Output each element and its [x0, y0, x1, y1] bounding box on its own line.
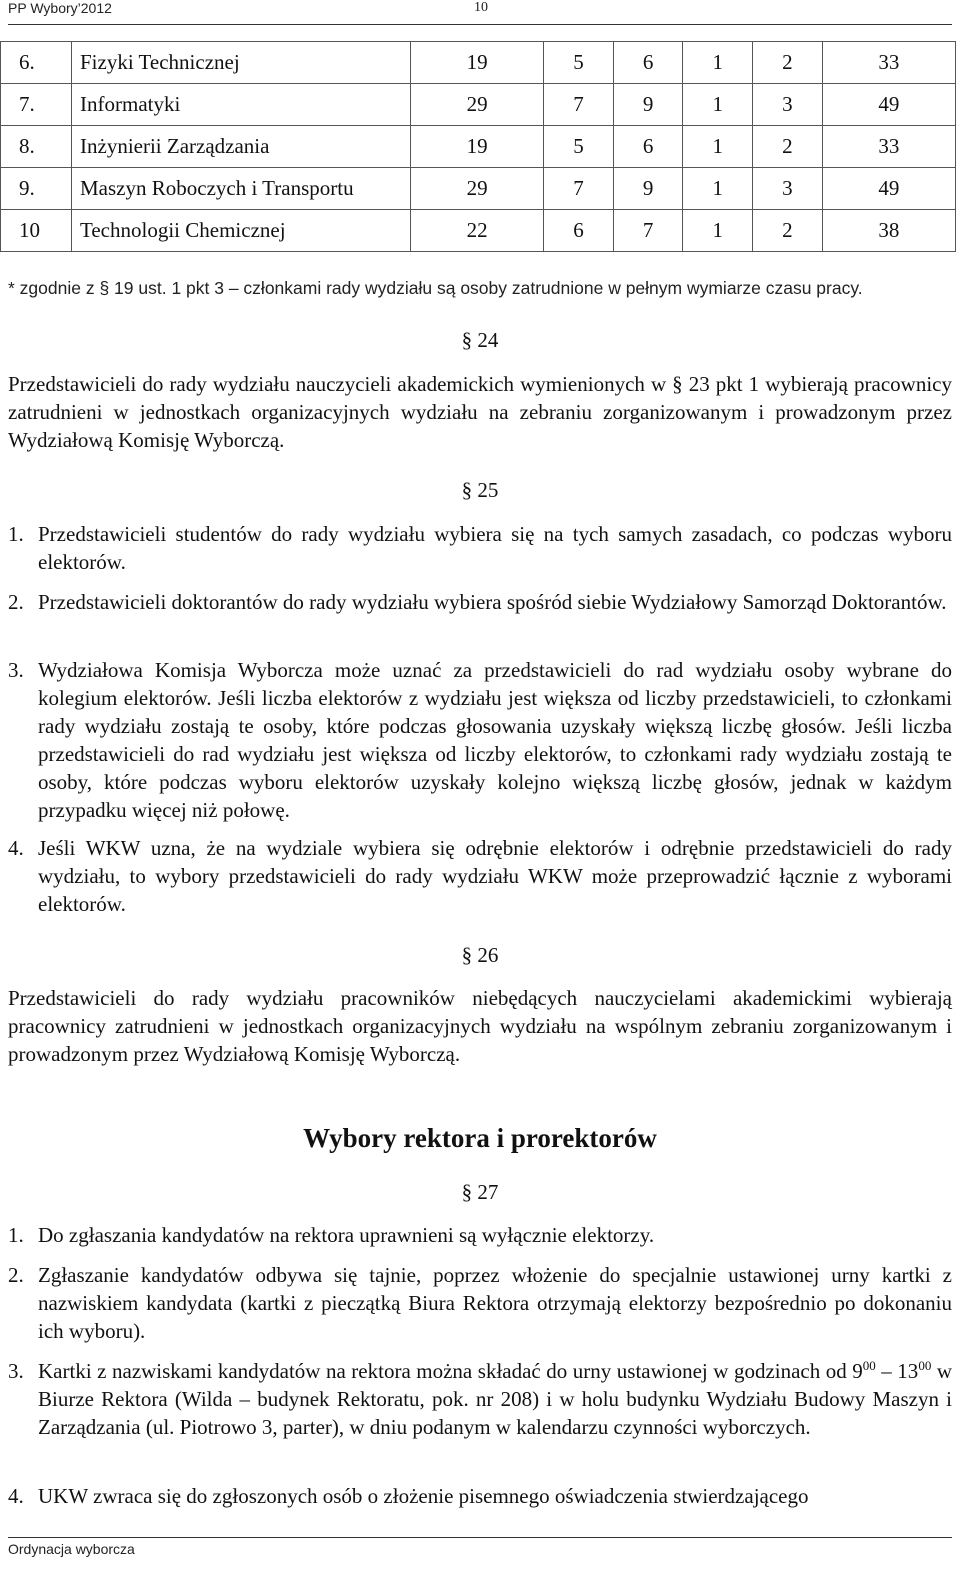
value-cell: 9 — [613, 84, 683, 126]
value-cell: 19 — [411, 126, 544, 168]
row-number-cell: 9. — [1, 168, 72, 210]
row-number-cell: 7. — [1, 84, 72, 126]
item-text: Zgłaszanie kandydatów odbywa się tajnie, poprzez włożenie do specjalnie ustawionej urny kartki z nazwiskiem kandydata (kartki z pieczątką Biura Rektora otrzymają elektorzy bezpośrednio po dokonaniu ich wyboru). — [38, 1263, 952, 1343]
section-27-heading: § 27 — [461, 1180, 499, 1204]
row-number-cell: 8. — [1, 126, 72, 168]
value-cell: 3 — [753, 168, 823, 210]
value-cell: 3 — [753, 84, 823, 126]
value-cell: 1 — [683, 126, 753, 168]
item-text: UKW zwraca się do zgłoszonych osób o złożenie pisemnego oświadczenia stwierdzającego — [38, 1484, 809, 1508]
section-27-item-3 — [8, 1357, 952, 1441]
section-27-item-1 — [8, 1221, 952, 1249]
section-24-heading: § 24 — [461, 328, 499, 352]
table-row — [1, 42, 956, 84]
item-text: Wydziałowa Komisja Wyborcza może uznać za przedstawicieli do rad wydziału osoby wybrane do kolegium elektorów. Jeśli liczba elektorów z wydziału jest większa od liczby przedstawicieli, to członkami rady wydziału zostają te osoby, które podczas głosowania uzyskały większą liczbę głosów. Jeśli liczba przedstawicieli do rad wydziału jest większa od liczby elektorów, to członkami rady wydziału zostają te osoby, które podczas wyboru elektorów uzyskały kolejno większą liczbę głosów, jednak w każdym przypadku więcej niż połowę. — [38, 658, 952, 822]
value-cell: 1 — [683, 42, 753, 84]
item-number: 1. — [8, 1223, 24, 1247]
item-number: 3. — [8, 1359, 24, 1383]
text-part: – 13 — [875, 1359, 919, 1383]
value-cell: 1 — [683, 84, 753, 126]
section-26-heading: § 26 — [461, 943, 499, 967]
value-cell: 9 — [613, 168, 683, 210]
faculty-name-cell: Maszyn Roboczych i Transportu — [72, 168, 411, 210]
faculty-name-cell: Fizyki Technicznej — [72, 42, 411, 84]
text-part: Kartki z nazwiskami kandydatów na rektora można składać do urny ustawionej w godzinach od 9 — [38, 1359, 863, 1383]
section-25-item-3 — [8, 656, 952, 824]
footer-divider — [8, 1537, 952, 1538]
value-cell: 1 — [683, 168, 753, 210]
item-number: 1. — [8, 522, 24, 546]
value-cell: 2 — [753, 42, 823, 84]
value-cell: 1 — [683, 210, 753, 252]
value-cell: 29 — [411, 168, 544, 210]
table-row — [1, 84, 956, 126]
value-cell: 7 — [544, 168, 614, 210]
value-cell: 5 — [544, 42, 614, 84]
item-number: 2. — [8, 1263, 24, 1287]
row-number-cell: 10 — [1, 210, 72, 252]
value-cell: 6 — [613, 42, 683, 84]
value-cell: 29 — [411, 84, 544, 126]
faculty-name-cell: Inżynierii Zarządzania — [72, 126, 411, 168]
page-footer: Ordynacja wyborcza — [8, 1541, 135, 1557]
value-cell: 49 — [822, 168, 955, 210]
section-27-item-2 — [8, 1261, 952, 1345]
section-25-item-2 — [8, 588, 952, 616]
item-number: 3. — [8, 658, 24, 682]
value-cell: 38 — [822, 210, 955, 252]
table-row — [1, 126, 956, 168]
row-number-cell: 6. — [1, 42, 72, 84]
value-cell: 33 — [822, 126, 955, 168]
section-25-item-1 — [8, 520, 952, 576]
item-number: 4. — [8, 1484, 24, 1508]
text-part: w Biurze Rektora (Wilda – budynek Rektoratu, pok. nr 208) i w holu budynku Wydziału Budowy Maszyn i Zarządzania (ul. Piotrowo 3, parter), w dniu podanym w kalendarzu czynności wyborczych. — [38, 1359, 952, 1439]
chapter-title: Wybory rektora i prorektorów — [303, 1123, 657, 1153]
value-cell: 7 — [544, 84, 614, 126]
page-header — [8, 0, 488, 16]
item-number: 4. — [8, 836, 24, 860]
header-divider — [8, 24, 952, 25]
faculty-name-cell: Technologii Chemicznej — [72, 210, 411, 252]
value-cell: 2 — [753, 210, 823, 252]
time-superscript: 00 — [918, 1358, 932, 1373]
value-cell: 22 — [411, 210, 544, 252]
table-row — [1, 210, 956, 252]
section-26-text: Przedstawicieli do rady wydziału pracowników niebędących nauczycielami akademickimi wybierają pracownicy zatrudnieni w jednostkach organizacyjnych wydziału na wspólnym zebraniu zorganizowanym i prowadzonym przez Wydziałową Komisję Wyborczą. — [8, 986, 952, 1066]
value-cell: 19 — [411, 42, 544, 84]
header-title: PP Wybory’2012 — [8, 0, 112, 16]
value-cell: 5 — [544, 126, 614, 168]
item-text — [38, 1357, 952, 1441]
item-text: Jeśli WKW uzna, że na wydziale wybiera się odrębnie elektorów i odrębnie przedstawicieli do rady wydziału, to wybory przedstawicieli do rady wydziału WKW może przeprowadzić łącznie z wyborami elektorów. — [38, 836, 952, 916]
time-superscript: 00 — [862, 1358, 876, 1373]
item-text: Przedstawicieli doktorantów do rady wydziału wybiera spośród siebie Wydziałowy Samorząd Doktorantów. — [38, 590, 947, 614]
item-number: 2. — [8, 590, 24, 614]
value-cell: 6 — [613, 126, 683, 168]
section-25-heading: § 25 — [461, 478, 499, 502]
section-27-item-4 — [8, 1482, 952, 1510]
table-row — [1, 168, 956, 210]
value-cell: 6 — [544, 210, 614, 252]
value-cell: 33 — [822, 42, 955, 84]
faculty-name-cell: Informatyki — [72, 84, 411, 126]
item-text: Przedstawicieli studentów do rady wydziału wybiera się na tych samych zasadach, co podczas wyboru elektorów. — [38, 522, 952, 574]
item-text: Do zgłaszania kandydatów na rektora uprawnieni są wyłącznie elektorzy. — [38, 1223, 655, 1247]
value-cell: 2 — [753, 126, 823, 168]
council-seats-table — [0, 41, 956, 252]
section-24-text: Przedstawicieli do rady wydziału nauczycieli akademickich wymienionych w § 23 pkt 1 wybierają pracownicy zatrudnieni w jednostkach organizacyjnych wydziału na zebraniu zorganizowanym i prowadzonym przez Wydziałową Komisję Wyborczą. — [8, 372, 952, 452]
value-cell: 7 — [613, 210, 683, 252]
value-cell: 49 — [822, 84, 955, 126]
footnote: * zgodnie z § 19 ust. 1 pkt 3 – członkami rady wydziału są osoby zatrudnione w pełnym wymiarze czasu pracy. — [8, 278, 863, 298]
section-25-item-4 — [8, 834, 952, 918]
page-number: 10 — [474, 0, 488, 15]
